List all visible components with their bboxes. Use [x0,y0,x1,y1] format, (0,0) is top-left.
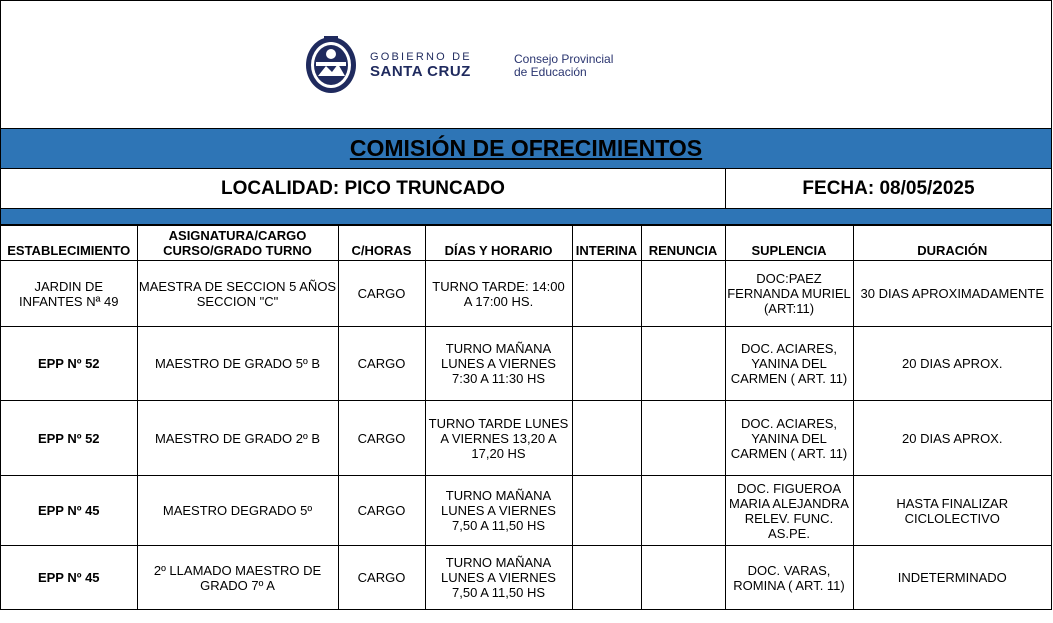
cell-interina [572,327,641,401]
cell-line: YANINA DEL [751,356,827,371]
cell-line: 7:30 A 11:30 HS [452,371,545,386]
col-header-asignatura-line-1: ASIGNATURA/CARGO [168,228,307,243]
col-header-horas: C/HORAS [338,226,425,261]
table-row [1,546,1051,610]
cell-line: ROMINA ( ART. 11) [733,577,845,593]
col-header-duracion: DURACIÓN [853,226,1051,261]
cell-duracion: 20 DIAS APROX. [853,401,1051,476]
cell-line: DOC. FIGUEROA [736,480,841,496]
cell-line: 17,20 HS [471,445,526,461]
cell-suplencia [725,401,853,476]
col-header-asignatura [137,226,338,261]
title-band [1,129,1051,169]
col-header-renuncia: RENUNCIA [641,226,725,261]
cell-line: SECCION "C" [196,293,279,309]
separator-band [1,209,1051,225]
cell-interina [572,546,641,610]
cell-line: (ART:11) [763,301,815,316]
cell-horas: CARGO [338,401,425,476]
col-header-interina: INTERINA [572,226,641,261]
cell-suplencia [725,327,853,401]
cell-line: LUNES A VIERNES [441,356,556,371]
cell-line: MAESTRA DE SECCION 5 AÑOS [138,278,337,294]
cell-line: AS.PE. [768,525,810,541]
cell-line: INFANTES Nª 49 [19,293,119,309]
cell-suplencia [725,476,853,546]
cell-line: MARIA ALEJANDRA [729,495,849,511]
cell-line: RELEV. FUNC. [744,510,834,526]
cell-interina [572,261,641,327]
cell-line: CARMEN ( ART. 11) [730,445,848,461]
cell-line: LUNES A VIERNES [441,503,556,518]
cell-duracion: 20 DIAS APROX. [853,327,1051,401]
cell-line: A VIERNES 13,20 A [440,430,557,446]
cell-horas: CARGO [338,327,425,401]
col-header-asignatura-line-2: CURSO/GRADO TURNO [163,243,312,258]
cell-horario [425,546,572,610]
cell-interina [572,401,641,476]
cell-duracion: INDETERMINADO [853,546,1051,610]
cell-establecimiento: EPP Nº 45 [1,476,137,546]
cell-asignatura: MAESTRO DE GRADO 2º B [137,401,338,476]
government-line-2: SANTA CRUZ [370,63,471,80]
cell-line: DOC. ACIARES, [740,415,838,431]
cell-renuncia [641,327,725,401]
table-row [1,327,1051,401]
col-header-establecimiento: ESTABLECIMIENTO [1,226,137,261]
cell-duracion: HASTA FINALIZAR CICLOLECTIVO [853,476,1051,546]
cell-line: TURNO MAÑANA [445,341,552,356]
council-line-2: de Educación [514,65,587,79]
table-row [1,261,1051,327]
cell-establecimiento: EPP Nº 45 [1,546,137,610]
document-title: COMISIÓN DE OFRECIMIENTOS [349,135,703,161]
santa-cruz-coat-of-arms-icon [304,32,358,94]
cell-asignatura: MAESTRO DE GRADO 5º B [137,327,338,401]
location-row [1,169,1051,209]
table-header-row [1,226,1051,261]
localidad-label: LOCALIDAD: PICO TRUNCADO [1,169,726,208]
cell-horario [425,261,572,327]
cell-renuncia [641,401,725,476]
cell-line: JARDIN DE [34,278,104,294]
cell-line: 7,50 A 11,50 HS [452,585,545,600]
cell-renuncia [641,476,725,546]
table-row [1,476,1051,546]
table-row [1,401,1051,476]
cell-asignatura [137,261,338,327]
cell-renuncia [641,261,725,327]
cell-duracion: 30 DIAS APROXIMADAMENTE [853,261,1051,327]
cell-line: CARMEN ( ART. 11) [730,371,848,386]
document-header [1,0,1051,129]
government-name [370,51,472,80]
council-line-1: Consejo Provincial [514,52,614,66]
cell-renuncia [641,546,725,610]
cell-asignatura: MAESTRO DEGRADO 5º [137,476,338,546]
cell-line: FERNANDA MURIEL [727,286,851,301]
cell-establecimiento: EPP Nº 52 [1,401,137,476]
cell-establecimiento: EPP Nº 52 [1,327,137,401]
cell-line: DOC. VARAS, [747,562,831,578]
cell-establecimiento [1,261,137,327]
cell-suplencia [725,261,853,327]
cell-line: 7,50 A 11,50 HS [452,518,545,533]
cell-horas: CARGO [338,476,425,546]
cell-line: A 17:00 HS. [463,293,534,309]
fecha-label: FECHA: 08/05/2025 [802,177,975,199]
cell-asignatura [137,546,338,610]
cell-horario [425,327,572,401]
cell-line: YANINA DEL [751,430,827,446]
cell-line: DOC. ACIARES, [740,341,838,356]
cell-line: DOC:PAEZ [756,271,822,286]
cell-horario [425,401,572,476]
cell-interina [572,476,641,546]
cell-line: TURNO MAÑANA [445,555,552,570]
cell-horas: CARGO [338,546,425,610]
cell-line: TURNO TARDE: 14:00 [432,278,565,294]
cell-suplencia [725,546,853,610]
cell-line: LUNES A VIERNES [441,570,556,585]
cell-line: GRADO 7º A [200,577,275,593]
government-line-1: GOBIERNO DE [370,51,472,63]
cell-line: TURNO MAÑANA [445,488,552,503]
offers-table [1,225,1051,610]
cell-line: 2º LLAMADO MAESTRO DE [153,562,322,578]
cell-line: TURNO TARDE LUNES [428,415,569,431]
col-header-horario: DÍAS Y HORARIO [425,226,572,261]
col-header-suplencia: SUPLENCIA [725,226,853,261]
council-name [514,53,613,79]
cell-horas: CARGO [338,261,425,327]
cell-horario [425,476,572,546]
